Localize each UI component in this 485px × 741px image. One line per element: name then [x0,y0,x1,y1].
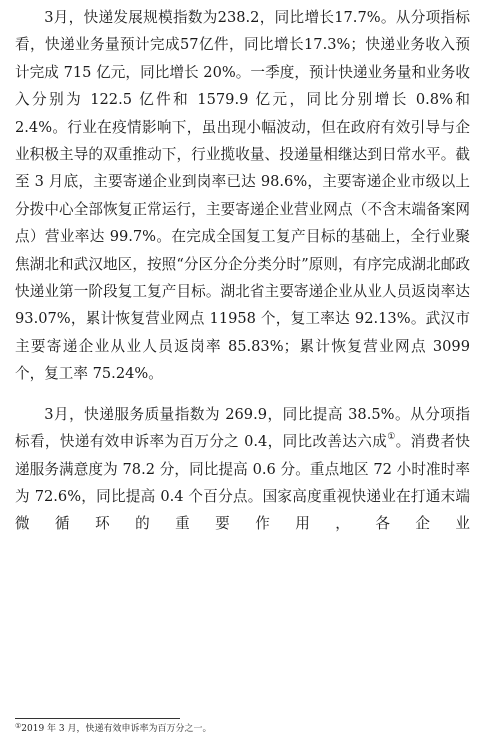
paragraph-service-quality [15,401,470,538]
paragraph-service-quality-continued: 。消费者快递服务满意度为 78.2 分，同比提高 0.6 分。重点地区 72 小时准时率为 72.6%，同比提高 0.4 个百分点。国家高度重视快递业在打通末端微循环的重要作用，各企业 [15,433,470,533]
paragraph-express-scale: 3月，快递发展规模指数为238.2，同比增长17.7%。从分项指标看，快递业务量预计完成57亿件，同比增长17.3%；快递业务收入预计完成 715 亿元，同比增长 20%。一季度，预计快递业务量和业务收入分别为 122.5 亿件和 1579.9 亿元，同比分别增长 0.8%和 2.4%。行业在疫情影响下，虽出现小幅波动，但在政府有效引导与企业积极主导的双重推动下，行业揽收量、投递量相继达到日常水平。截至 3 月底，主要寄递企业到岗率已达 98.6%，主要寄递企业市级以上分拨中心全部恢复正常运行，主要寄递企业营业网点（不含末端备案网点）营业率达 99.7%。在完成全国复工复产目标的基础上，全行业聚焦湖北和武汉地区，按照“分区分企分类分时”原则，有序完成湖北邮政快递业第一阶段复工复产目标。湖北省主要寄递企业从业人员返岗率达 93.07%，累计恢复营业网点 11958 个，复工率达 92.13%。武汉市主要寄递企业从业人员返岗率 85.83%；累计恢复营业网点 3099 个，复工率 75.24%。 [15,9,470,383]
footnote [15,723,212,735]
footnote-divider [15,718,180,719]
document-body [15,4,470,538]
footnote-mark: ① [15,722,22,730]
paragraph-service-quality-text: 3月，快递服务质量指数为 269.9，同比提高 38.5%。从分项指标看，快递有效申诉率为百万分之 0.4，同比改善达六成 [15,405,470,451]
footnote-text: 2019 年 3 月，快递有效申诉率为百万分之一。 [21,724,212,734]
footnote-reference[interactable]: ① [387,432,396,443]
